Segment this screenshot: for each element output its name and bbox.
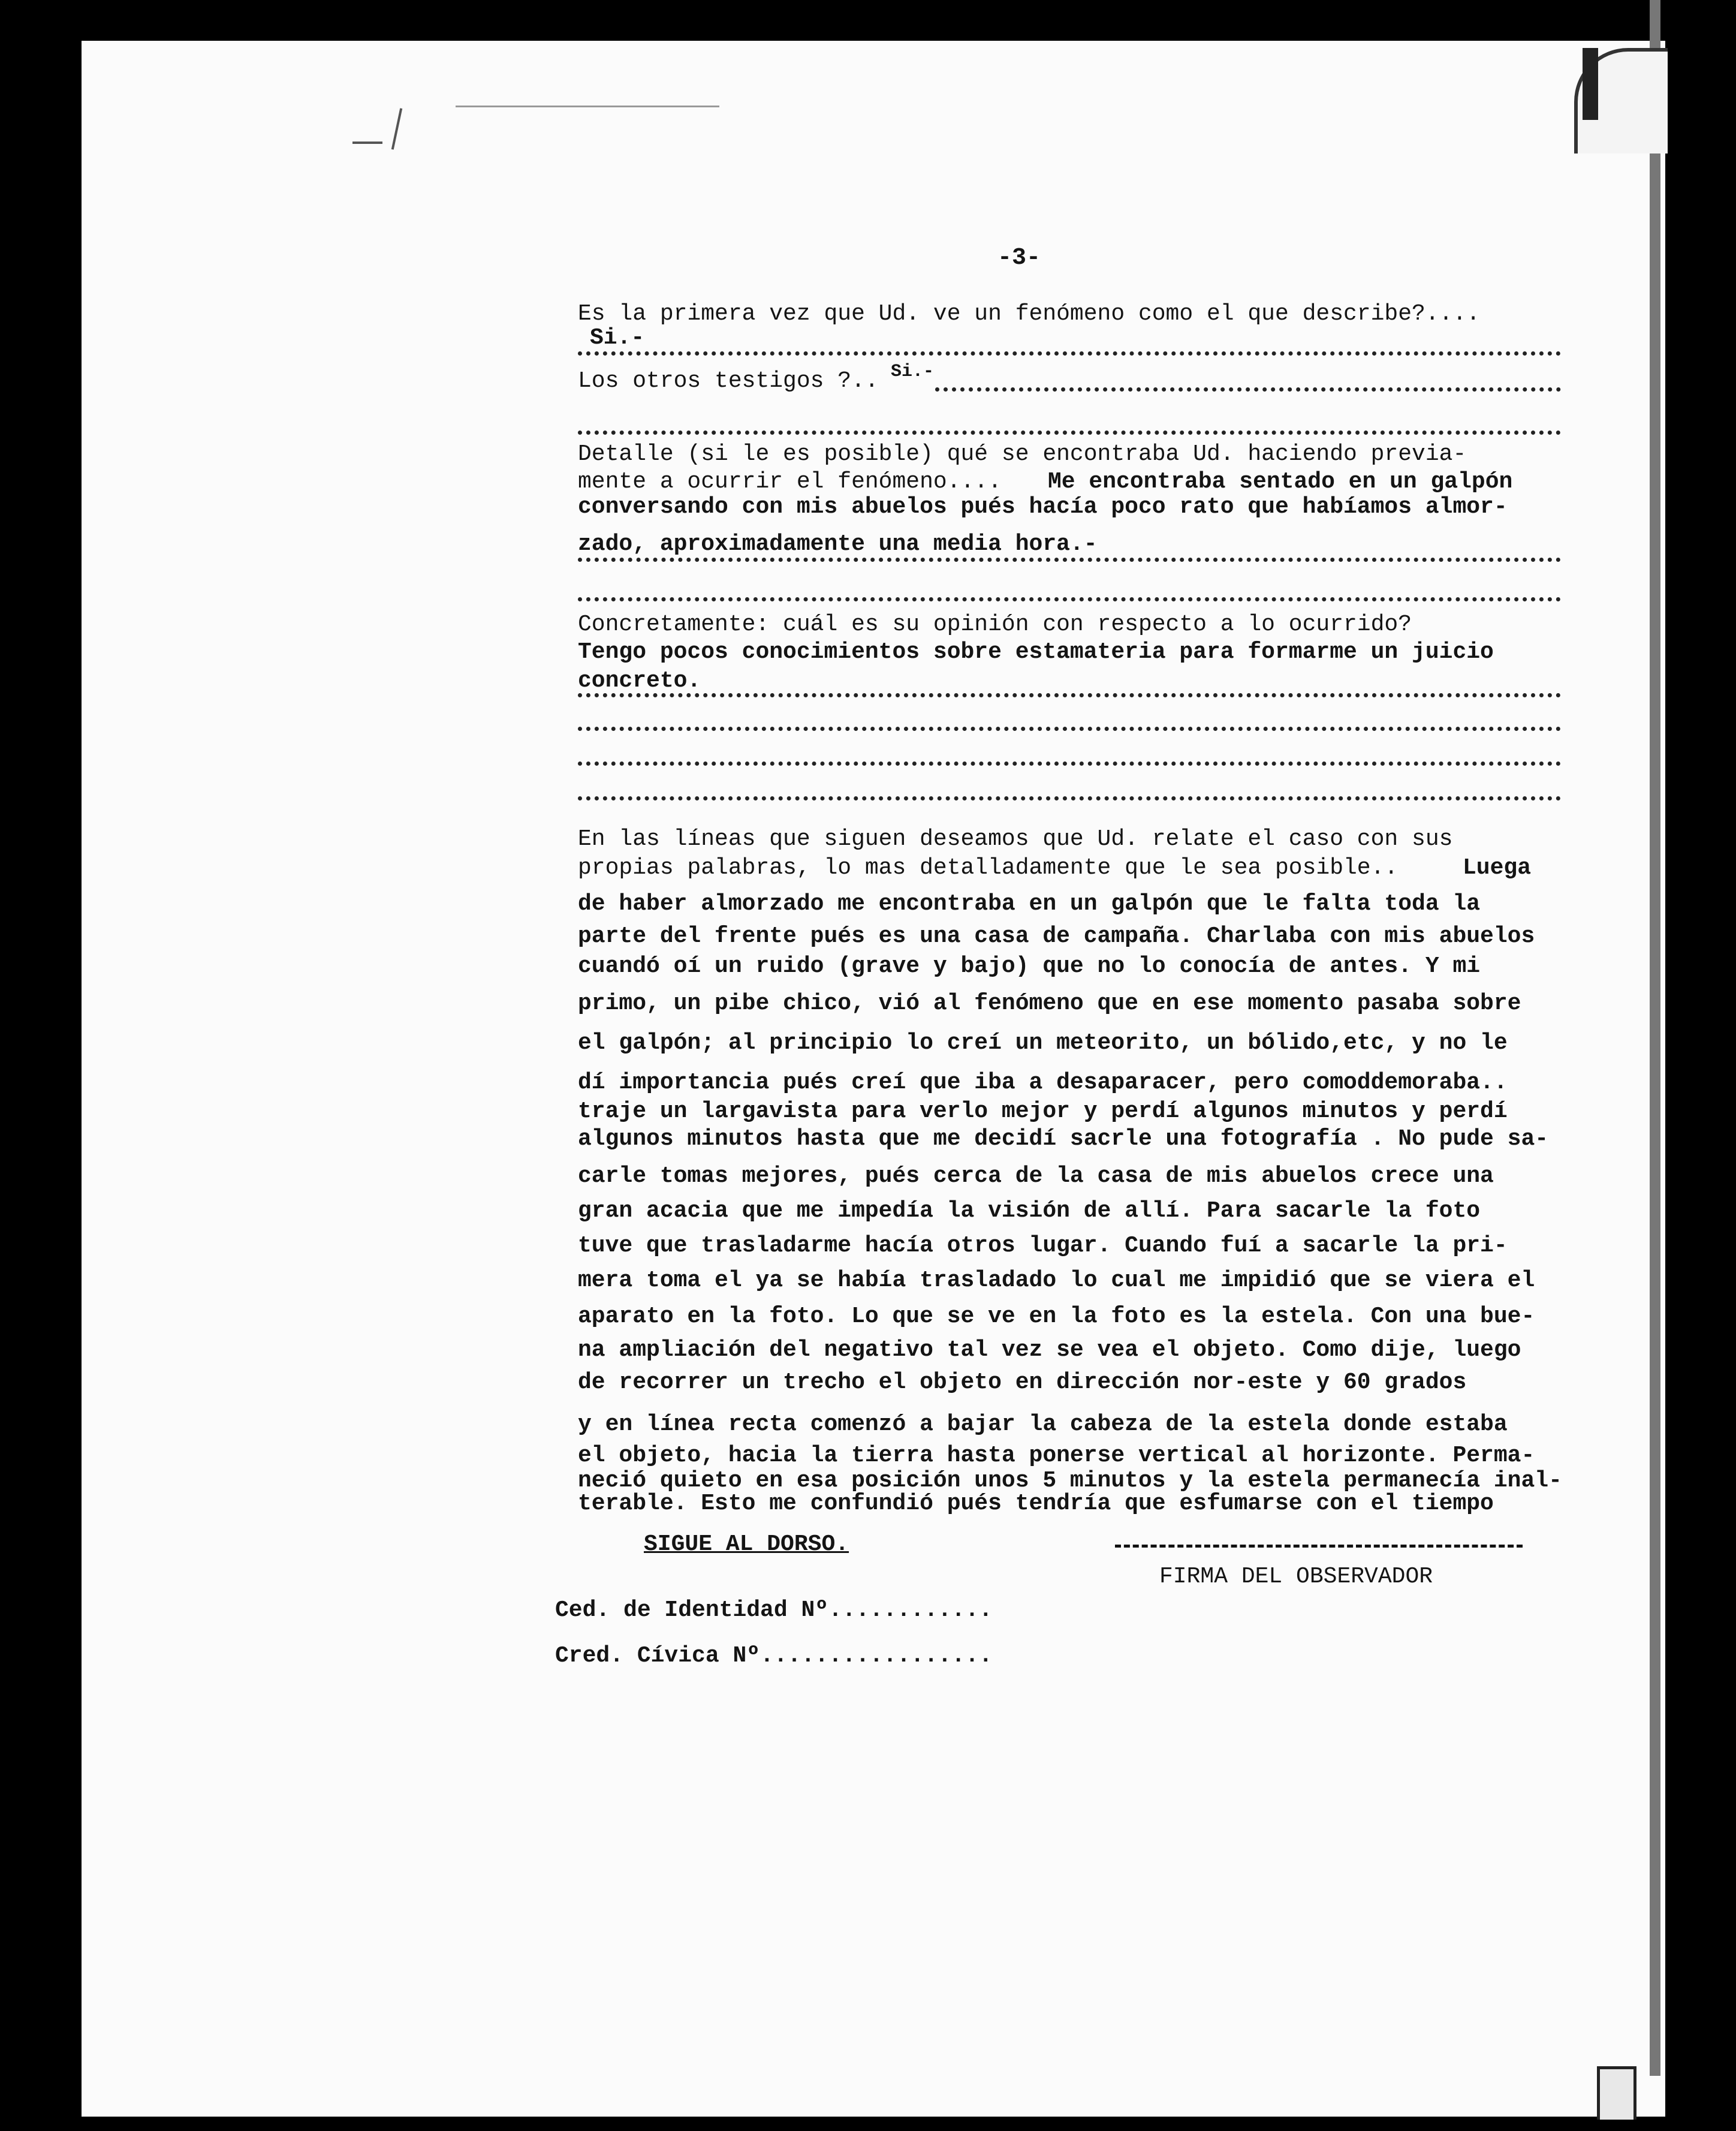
answer-dotted-line [578,348,1561,356]
answer-dotted-line [578,690,1561,697]
narrative-line-2: parte del frente pués es una casa de campaña. Charlaba con mis abuelos [578,923,1535,949]
narrative-line-3: cuandó oí un ruido (grave y bajo) que no lo conocía de antes. Y mi [578,953,1481,979]
narrative-line-15: de recorrer un trecho el objeto en dirección nor-este y 60 grados [578,1370,1467,1395]
narrative-line-10: gran acacia que me impedía la visión de allí. Para sacarle la foto [578,1198,1481,1224]
narrative-line-9: carle tomas mejores, pués cerca de la casa de mis abuelos crece una [578,1163,1494,1189]
narrative-line-6: dí importancia pués creí que iba a desaparacer, pero comoddemoraba.. [578,1070,1508,1095]
signature-label: FIRMA DEL OBSERVADOR [1159,1564,1433,1590]
question-3-line-1: Detalle (si le es posible) qué se encontraba Ud. haciendo previa- [578,441,1467,467]
page-number: -3- [997,245,1041,272]
narrative-line-7: traje un largavista para verlo mejor y perdí algunos minutos y perdí [578,1098,1508,1124]
identity-card-field: Ced. de Identidad Nº............ [555,1597,993,1623]
answer-1: Si.- [590,325,645,351]
narrative-line-4: primo, un pibe chico, vió al fenómeno que en ese momento pasaba sobre [578,991,1521,1016]
narrative-line-12: mera toma el ya se había trasladado lo cual me impidió que se viera el [578,1268,1535,1293]
narrative-prompt-line-1: En las líneas que siguen deseamos que Ud. relate el caso con sus [578,826,1453,852]
answer-dotted-line [935,384,1561,392]
answer-dotted-line [578,554,1561,562]
scan-mark [456,106,719,107]
narrative-line-5: el galpón; al principio lo creí un meteorito, un bólido,etc, y no le [578,1030,1508,1056]
question-2: Los otros testigos ?.. [578,368,879,394]
narrative-line-11: tuve que trasladarme hacía otros lugar. Cuando fuí a sacarle la pri- [578,1233,1508,1259]
narrative-line-0: Luega [1463,855,1532,881]
continue-on-back-label: SIGUE AL DORSO. [644,1531,849,1557]
answer-dotted-line [578,594,1561,601]
answer-2: Si.- [891,362,935,382]
answer-dotted-line [578,723,1561,731]
binder-clip [1583,48,1598,120]
scan-mark [352,142,382,144]
question-1: Es la primera vez que Ud. ve un fenómeno como el que describe?.... [578,301,1481,327]
answer-4-line-1: Tengo pocos conocimientos sobre estamateria para formarme un juicio [578,639,1494,665]
answer-3-line-2: conversando con mis abuelos pués hacía poco rato que habíamos almor- [578,494,1508,520]
narrative-line-13: aparato en la foto. Lo que se ve en la foto es la estela. Con una bue- [578,1304,1535,1329]
signature-line [1115,1545,1523,1548]
page-edge-shadow [1650,0,1660,2076]
question-4: Concretamente: cuál es su opinión con respecto a lo ocurrido? [578,612,1412,637]
answer-3-line-1: Me encontraba sentado en un galpón [1048,469,1513,495]
answer-3-line-3: zado, aproximadamente una media hora.- [578,531,1098,557]
answer-4-line-2: concreto. [578,668,701,694]
narrative-line-17: el objeto, hacia la tierra hasta ponerse vertical al horizonte. Perma- [578,1443,1535,1468]
answer-dotted-line [578,793,1561,800]
answer-dotted-line [578,427,1561,435]
civic-card-field: Cred. Cívica Nº................. [555,1643,993,1669]
bottom-binder-clip [1597,2066,1636,2120]
narrative-line-1: de haber almorzado me encontraba en un galpón que le falta toda la [578,891,1481,917]
narrative-line-14: na ampliación del negativo tal vez se vea el objeto. Como dije, luego [578,1337,1521,1363]
question-3-line-2: mente a ocurrir el fenómeno.... [578,469,1002,495]
narrative-line-16: y en línea recta comenzó a bajar la cabeza de la estela donde estaba [578,1411,1508,1437]
answer-dotted-line [578,758,1561,766]
narrative-line-8: algunos minutos hasta que me decidí sacrle una fotografía . No pude sa- [578,1126,1549,1152]
narrative-line-19: terable. Esto me confundió pués tendría que esfumarse con el tiempo [578,1491,1494,1516]
narrative-prompt-line-2: propias palabras, lo mas detalladamente que le sea posible.. [578,855,1399,881]
narrative-line-18: neció quieto en esa posición unos 5 minutos y la estela permanecía inal- [578,1468,1562,1494]
